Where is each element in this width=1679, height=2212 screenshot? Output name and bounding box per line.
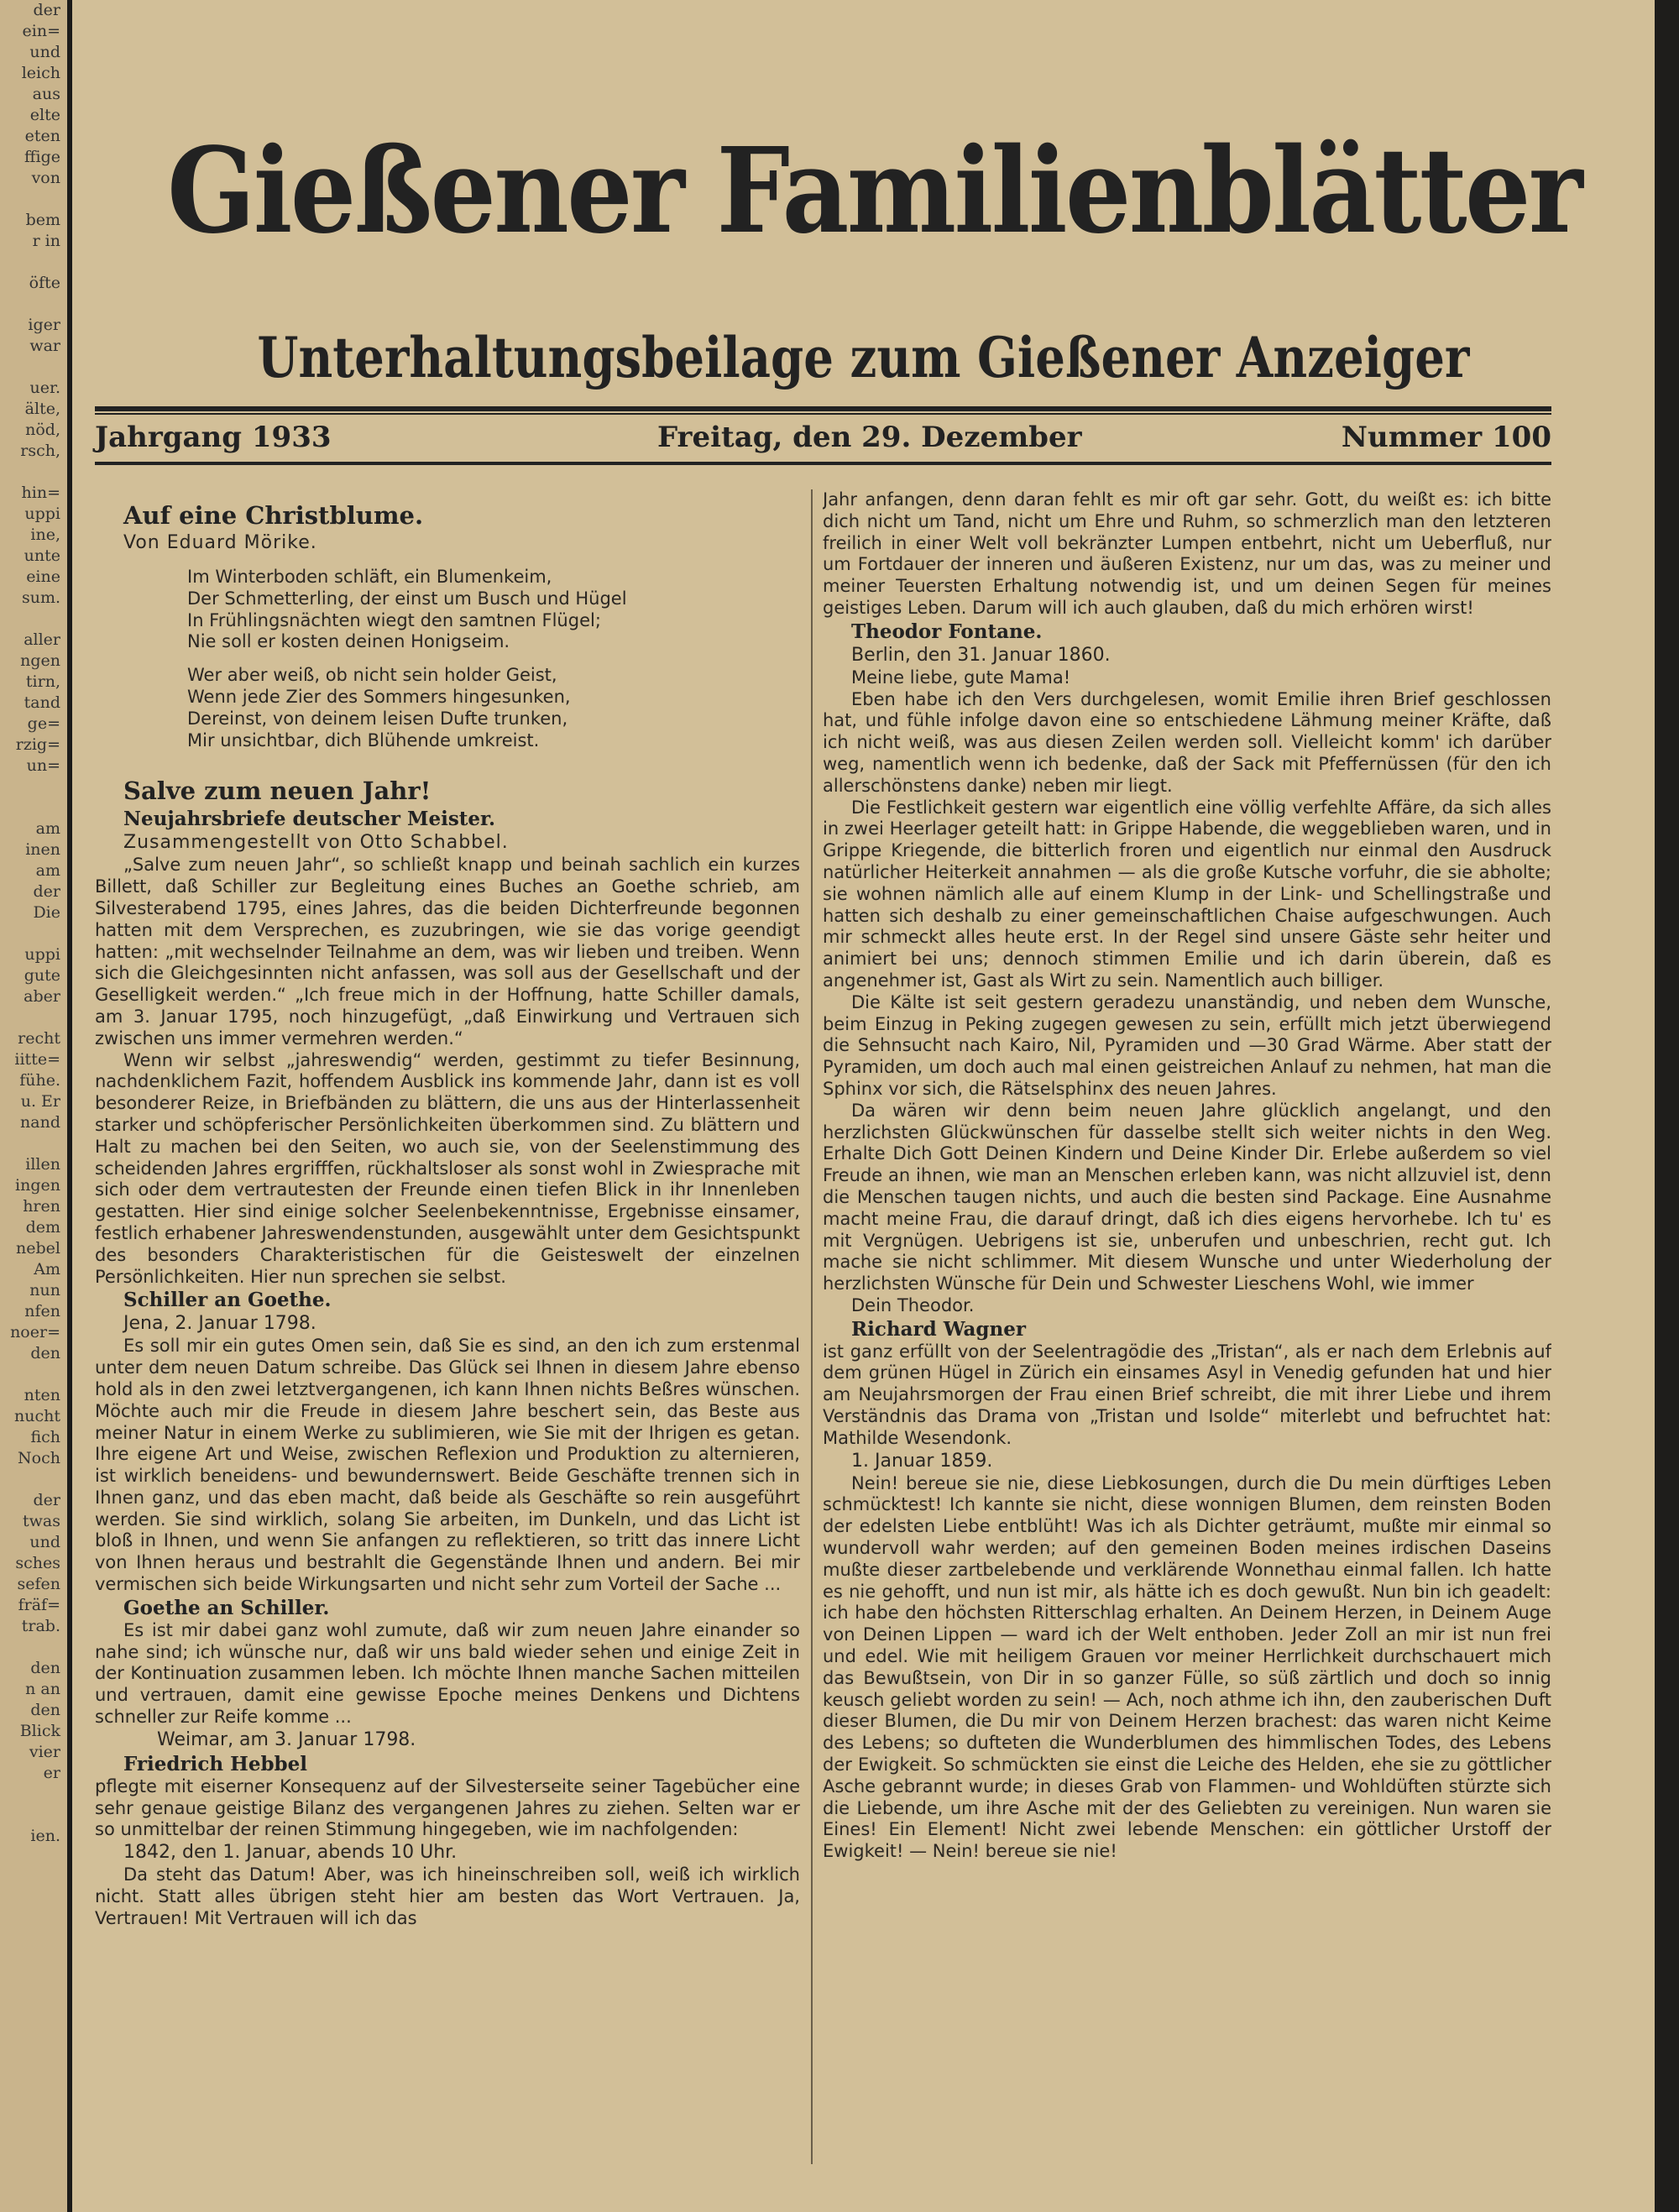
article-paragraph: Die Festlichkeit gestern war eigentlich eine völlig verfehlte Affäre, da sich alles in zwei Heerlager geteilt hatt: in Grippe Habende, die weggeblieben waren, und in Grippe Kriegende, die bitterlich froren und eigentlich nur einmal den Ausdruck natürlicher Heiterkeit annahmen — als die große Kutsche vorfuhr, die sie abholte; sie wohnen nämlich alle auf einem Klump in der Link- und Schellingstraße und hatten sich deshalb zu einer gemeinschaftlichen Chaise aufgeschwungen. Auch mir schmeckt alles heute erst. In der Regel sind unsere Gäste sehr heiter und animiert bei uns; dennoch stimmen Emilie und ich darin überein, daß es angenehmer ist, Gast als Wirt zu sein. Namentlich auch billiger.: [823, 797, 1551, 991]
previous-page-fragment: [0, 252, 67, 273]
left-column: [95, 489, 800, 2164]
masthead-title: Gießener Familienblätter: [167, 123, 1582, 260]
previous-page-fragment: fich: [30, 1428, 60, 1446]
previous-page-fragment: uppi: [24, 505, 60, 523]
previous-page-fragment: iger: [28, 316, 60, 334]
previous-page-fragment: gute: [24, 966, 60, 985]
previous-page-fragment: nöd,: [25, 421, 60, 439]
previous-page-fragment: eine: [26, 567, 60, 586]
previous-page-fragment: unte: [24, 546, 60, 565]
letter-date: Weimar, am 3. Januar 1798.: [157, 1728, 416, 1750]
letter-signature: Dein Theodor.: [851, 1294, 975, 1315]
previous-page-fragment: [0, 294, 67, 315]
verse-line: Wer aber weiß, ob nicht sein holder Geist,: [187, 665, 557, 686]
previous-page-fragment: ien.: [30, 1827, 60, 1845]
previous-page-fragment: hren: [23, 1197, 60, 1216]
article-paragraph: pflegte mit eiserner Konsequenz auf der Silvesterseite seiner Tagebücher eine sehr genaue geistige Bilanz des vergangenen Jahres zu ziehen. Selten war er so unmittelbar der reinen Stimmung hingegeben, wie im nachfolgenden:: [95, 1775, 800, 1840]
article-paragraph: Die Kälte ist seit gestern geradezu unanständig, und neben dem Wunsche, beim Einzug in Peking zugegen gewesen zu sein, erfüllt mich jetzt überwiegend die Sehnsucht nach Kairo, Nil, Pyramiden und —30 Grad Wärme. Aber statt der Pyramiden, um doch auch mal einen geistreichen Anlauf zu nehmen, hat man die Sphinx vor sich, die Rätselsphinx des neuen Jahres.: [823, 991, 1551, 1099]
previous-page-fragment: und: [29, 43, 60, 61]
previous-page-fragment: [0, 462, 67, 483]
article-paragraph: Es soll mir ein gutes Omen sein, daß Sie es sind, an den ich zum erstenmal unter dem neuen Datum schreibe. Das Glück sei Ihnen in diesem Jahre ebenso hold als in den zwei letztvergangenen, ich kann Ihnen nichts Beßres wünschen. Möchte auch mir die Freude in diesem Jahre beschert sein, das Beste aus meiner Natur in einem Werke zu sublimieren, wie Sie mit der Ihrigen es getan. Ihre eigene Art und Weise, zwischen Reflexion und Produktion zu alternieren, ist wirklich beneidens- und bewundernswert. Beide Geschäfte trennen sich in Ihnen ganz, und das eben macht, daß beide als Geschäfte so rein ausgeführt werden. Sie sind wirklich, solang Sie arbeiten, im Dunkeln, und das Licht ist bloß in Ihnen, und wenn Sie anfangen zu reflektieren, so tritt das innere Licht von Ihnen heraus und bestrahlt die Gegenstände Ihnen und andern. Bei mir vermischen sich beide Wirkungsarten und nicht sehr zum Vorteil der Sache ...: [95, 1336, 800, 1595]
previous-page-fragment: n an: [25, 1680, 60, 1698]
previous-page-fragment: eten: [24, 127, 60, 145]
previous-page-fragment: tirn,: [25, 672, 60, 691]
binding-edge: [1655, 0, 1679, 2212]
previous-page-fragment: [0, 609, 67, 630]
previous-page-fragment: nebel: [16, 1239, 60, 1258]
previous-page-fragment: trab.: [21, 1617, 60, 1635]
previous-page-fragment: ngen: [20, 651, 60, 670]
verse-line: Mir unsichtbar, dich Blühende umkreist.: [187, 729, 540, 750]
article-paragraph: ist ganz erfüllt von der Seelentragödie des „Tristan“, als er nach dem Erlebnis auf dem grünen Hügel in Zürich ein einsames Asyl in Venedig gefunden hat und hier am Neujahrsmorgen der Frau einen Brief schreibt, die mit ihrer Liebe und ihrem Verständnis das Drama von „Tristan und Isolde“ miterlebt und befruchtet hat: Mathilde Wesendonk.: [823, 1341, 1551, 1448]
masthead-subtitle: Unterhaltungsbeilage zum Gießener Anzeiger: [257, 325, 1470, 390]
article-paragraph: Wenn wir selbst „jahreswendig“ werden, gestimmt zu tiefer Besinnung, nachdenklichem Fazit, hoffendem Ausblick ins kommende Jahr, dann ist es voll besonderer Reize, in Briefbänden zu blättern, die uns aus der Hinterlassenheit starker und schöpferischer Persönlichkeiten überkommen sind. Zu blättern und Halt zu machen bei den Seiten, wo auch sie, von der Seelenstimmung des scheidenden Jahres ergrifffen, rückhaltsloser als sonst wohl in Zwiesprache mit sich oder dem vertrautesten der Freunde einen tiefen Blick in ihr Innenleben gestatten. Hier sind einige solcher Seelenbekenntnisse, Ergebnisse einsamer, festlich erhabener Jahreswendenstunden, ausgewählt unter dem Gesichtspunkt des besonders Charakteristischen für die Geisteswelt der einzelnen Persönlichkeiten. Hier nun sprechen sie selbst.: [95, 1049, 800, 1287]
previous-page-fragment: sefen: [17, 1575, 60, 1593]
issue-year: Jahrgang 1933: [95, 421, 332, 454]
previous-page-fragment: twas: [23, 1512, 60, 1530]
previous-page-fragment: sum.: [21, 588, 60, 607]
previous-page-fragment: und: [29, 1533, 60, 1551]
issue-date: Freitag, den 29. Dezember: [657, 421, 1082, 454]
previous-page-fragment: [0, 1784, 67, 1805]
verse-line: Der Schmetterling, der einst um Busch und Hügel: [187, 588, 627, 609]
newspaper-sheet: [72, 0, 1655, 2212]
previous-page-fragment: [0, 1007, 67, 1028]
article-title: Salve zum neuen Jahr!: [123, 777, 432, 806]
verse-line: In Frühlingsnächten wiegt den samtnen Flügel;: [187, 609, 601, 630]
verse-line: Dereinst, von deinem leisen Dufte trunken,: [187, 708, 568, 729]
previous-page-fragment: vier: [29, 1743, 60, 1761]
previous-page-fragment: hin=: [21, 484, 60, 502]
previous-page-fragment: aller: [24, 630, 60, 649]
previous-page-fragment: aber: [24, 987, 60, 1006]
column-divider: [811, 489, 813, 2164]
previous-page-fragment: dem: [25, 1218, 60, 1237]
previous-page-fragment: rzig=: [15, 735, 60, 754]
previous-page-fragment: uppi: [24, 945, 60, 964]
previous-page-fragment: der: [33, 882, 60, 901]
previous-page-fragment: am: [35, 861, 60, 880]
previous-page-fragment: der: [33, 1491, 60, 1509]
poem-author: Von Eduard Mörike.: [123, 532, 317, 553]
letter-date: 1842, den 1. Januar, abends 10 Uhr.: [123, 1842, 458, 1864]
letter-heading-fontane: Theodor Fontane.: [851, 620, 1043, 643]
previous-page-fragment: Am: [34, 1260, 60, 1279]
previous-page-fragment: [0, 923, 67, 944]
previous-page-fragment: nun: [29, 1281, 60, 1299]
letter-date: Berlin, den 31. Januar 1860.: [851, 644, 1111, 666]
previous-page-fragment: [0, 1364, 67, 1385]
verse-line: Wenn jede Zier des Sommers hingesunken,: [187, 686, 571, 707]
letter-salutation: Meine liebe, gute Mama!: [851, 667, 1071, 688]
verse-line: Nie soll er kosten deinen Honigseim.: [187, 631, 510, 652]
issue-number: Nummer 100: [1341, 421, 1551, 454]
previous-page-fragment: elte: [29, 106, 60, 124]
letter-heading-goethe: Goethe an Schiller.: [123, 1596, 330, 1619]
previous-page-fragment: am: [35, 819, 60, 838]
article-paragraph: Es ist mir dabei ganz wohl zumute, daß wir zum neuen Jahre einander so nahe sind; ich wünsche nur, daß wir uns bald wieder sehen und einige Zeit in der Kontinuation zusammen leben. Ich möchte Ihnen manche Sachen mitteilen und vertrauen, damit eine gewisse Epoche meines Denkens und Dichtens schneller zur Reife komme ...: [95, 1619, 800, 1728]
previous-page-fragment: ein=: [22, 22, 60, 40]
previous-page-fragment: noer=: [10, 1323, 60, 1341]
previous-page-fragment: [0, 1469, 67, 1490]
previous-page-fragment: [0, 357, 67, 378]
previous-page-fragment: bem: [25, 211, 60, 229]
previous-page-fragment: ingen: [15, 1176, 60, 1195]
poem-stanza-1: [95, 567, 800, 653]
previous-page-fragment: [0, 1805, 67, 1826]
previous-page-fragment: fräf=: [18, 1596, 60, 1614]
letter-heading-schiller: Schiller an Goethe.: [123, 1289, 332, 1312]
previous-page-fragment: nand: [20, 1113, 60, 1132]
letter-heading-wagner: Richard Wagner: [851, 1317, 1026, 1341]
letter-date: Jena, 2. Januar 1798.: [123, 1313, 316, 1335]
previous-page-fragment: nten: [24, 1386, 60, 1404]
previous-page-fragment: leich: [21, 64, 60, 82]
previous-page-fragment: von: [31, 169, 60, 187]
previous-page-fragment: den: [30, 1701, 60, 1719]
previous-page-fragment: Noch: [18, 1449, 60, 1467]
masthead-rule-bottom: [95, 462, 1551, 465]
previous-page-fragment: illen: [25, 1155, 60, 1174]
previous-page-fragment: er: [43, 1764, 60, 1782]
previous-page-fragment: den: [30, 1344, 60, 1362]
previous-page-fragment: recht: [18, 1029, 60, 1048]
previous-page-fragment: [0, 777, 67, 797]
previous-page-fragment: nfen: [24, 1302, 60, 1320]
article-paragraph: Nein! bereue sie nie, diese Liebkosungen, durch die Du mein dürftiges Leben schmücktest! Ich kannte sie nicht, diese wonnigen Blumen, dem reinsten Boden der edelsten Liebe entblüht! Was ich als Dichter geträumt, mußte mir einmal so wundervoll wahr werden; auf den gemeinen Boden meines irdischen Daseins mußte dieser zartbelebende und verklärende Wonnethau einmal fallen. Ich hatte es nie gehofft, und nun ist mir, als hätte ich es doch gewußt. Nun bin ich geadelt: ich habe den höchsten Ritterschlag erhalten. An Deinem Herzen, in Deinem Auge von Deinen Lippen — ward ich der Welt enthoben. Jeder Zoll an mir ist nun frei und edel. Wie mit heiligem Grauen vor meiner Herrlichkeit durchschauert mich das Bewußtsein, von Dir in so ganzer Fülle, so süß zärtlich und doch so innig keusch geliebt worden zu sein! — Ach, noch athme ich ihn, den zauberischen Duft dieser Blumen, die Du mir von Deinem Herzen brachest: das waren nicht Keime des Lebens; so dufteten die Wunderblumen des himmlischen Todes, des Lebens der Ewigkeit. So schmückten sie einst die Leiche des Helden, ehe sie zu göttlicher Asche gebrannt wurde; in dieses Grab von Flammen- und Wohldüften stürzte sich die Liebende, um ihre Asche mit der des Geliebten zu vereinigen. Nun waren sie Eines! Ein Element! Nicht zwei lebende Menschen: ein göttlicher Urstoff der Ewigkeit! — Nein! bereue sie nie!: [823, 1472, 1551, 1862]
previous-page-fragment: iitte=: [14, 1050, 60, 1069]
previous-page-fragment: inen: [25, 840, 60, 859]
right-column: [823, 489, 1551, 2164]
previous-page-fragment: ge=: [27, 714, 60, 733]
letter-heading-hebbel: Friedrich Hebbel: [123, 1752, 307, 1775]
article-paragraph: Da steht das Datum! Aber, was ich hineinschreiben soll, weiß ich wirklich nicht. Statt alles übrigen steht hier am besten das Wort Vertrauen. Ja, Vertrauen! Mit Vertrauen will ich das: [95, 1864, 800, 1928]
poem-title: Auf eine Christblume.: [123, 501, 424, 530]
previous-page-edge: [0, 0, 72, 2212]
masthead-rule-top-thin: [95, 413, 1551, 415]
previous-page-fragment: nucht: [14, 1407, 60, 1425]
previous-page-fragment: Die: [33, 903, 60, 922]
article-compiler: Zusammengestellt von Otto Schabbel.: [123, 832, 509, 854]
article-subtitle: Neujahrsbriefe deutscher Meister.: [123, 808, 496, 831]
previous-page-fragment: ffige: [24, 148, 60, 166]
previous-page-fragment: öfte: [29, 274, 60, 292]
dateline: [95, 416, 1551, 458]
article-paragraph: Jahr anfangen, denn daran fehlt es mir oft gar sehr. Gott, du weißt es: ich bitte dich nicht um Tand, nicht um Ehre und Ruhm, so schmerzlich man den letzteren freilich in einer Welt voll bekränzter Lumpen entbehrt, nicht um Ueberfluß, nur um Fortdauer der inneren und äußeren Existenz, nur um das, was zu meiner und meiner Teuersten Erhaltung notwendig ist, und um deinen Segen für meines geistiges Leben. Darum will ich auch glauben, daß du mich erhören wirst!: [823, 489, 1551, 618]
previous-page-fragment: [0, 797, 67, 818]
previous-page-fragment: Blick: [19, 1722, 60, 1740]
previous-page-fragment: fühe.: [19, 1071, 60, 1090]
previous-page-fragment: u. Er: [20, 1092, 60, 1111]
previous-page-fragment: [0, 189, 67, 210]
previous-page-fragment: älte,: [24, 400, 60, 418]
previous-page-fragment: un=: [26, 756, 60, 775]
previous-page-fragment: den: [30, 1659, 60, 1677]
verse-line: Im Winterboden schläft, ein Blumenkeim,: [187, 567, 552, 587]
previous-page-fragment: tand: [24, 693, 60, 712]
previous-page-fragment: [0, 1133, 67, 1154]
article-paragraph: Eben habe ich den Vers durchgelesen, womit Emilie ihren Brief geschlossen hat, und fühle infolge davon eine so entschiedene Lähmung meiner Kräfte, daß ich nicht weiß, was aus diesen Zeilen werden soll. Vielleicht komm' ich darüber weg, namentlich wenn ich bedenke, daß der Sack mit Pfeffernüssen (für den ich allerschönstens danke) neben mir liegt.: [823, 688, 1551, 796]
previous-page-fragment: ine,: [30, 526, 60, 544]
previous-page-fragment: aus: [32, 85, 60, 103]
previous-page-fragment: uer.: [29, 379, 60, 397]
previous-page-fragment: rsch,: [20, 442, 60, 460]
previous-page-fragment: sches: [15, 1554, 60, 1572]
previous-page-fragment: r in: [32, 232, 60, 250]
poem-stanza-2: [95, 665, 800, 751]
previous-page-fragment: der: [33, 1, 60, 19]
article-paragraph: Da wären wir denn beim neuen Jahre glücklich angelangt, und den herzlichsten Glückwünschen für dasselbe stellt sich weiter nichts in den Weg. Erhalte Dich Gott Deinen Kindern und Deine Kinder Dir. Erlebe außerdem so viel Freude an ihnen, wie man an Menschen erleben kann, was nicht allzuviel ist, denn die Menschen taugen nichts, und auch die besten sind Package. Eine Ausnahme macht meine Frau, die darauf dringt, daß ich dies eigens hervorhebe. Ich tu' es mit Vergnügen. Uebrigens ist sie, unberufen und unbeschrien, recht gut. Ich mache sie nicht schlimmer. Mit diesem Wunsche und unter Wiederholung der herzlichsten Wünsche für Dein und Schwester Lieschens Wohl, wie immer: [823, 1100, 1551, 1294]
previous-page-fragment: war: [29, 337, 60, 355]
masthead-rule-top: [95, 406, 1551, 411]
letter-date: 1. Januar 1859.: [851, 1450, 993, 1472]
article-paragraph: „Salve zum neuen Jahr“, so schließt knapp und beinah sachlich ein kurzes Billett, daß Schiller zur Begleitung eines Buches an Goethe schrieb, am Silvesterabend 1795, eines Jahres, das die beiden Dichterfreunde begonnen hatten mit dem Versprechen, es zuzubringen, wie sie das vorige geendigt hatten: „mit wechselnder Teilnahme an dem, was wir lieben und treiben. Wenn sich die Gleichgesinnten nicht anfassen, was soll aus der Gesellschaft und der Geselligkeit werden.“ „Ich freue mich in der Hoffnung, hatte Schiller damals, am 3. Januar 1795, noch hinzugefügt, „daß Einwirkung und Vertrauen sich zwischen uns immer vermehren werden.“: [95, 855, 800, 1048]
previous-page-fragment: [0, 1637, 67, 1658]
